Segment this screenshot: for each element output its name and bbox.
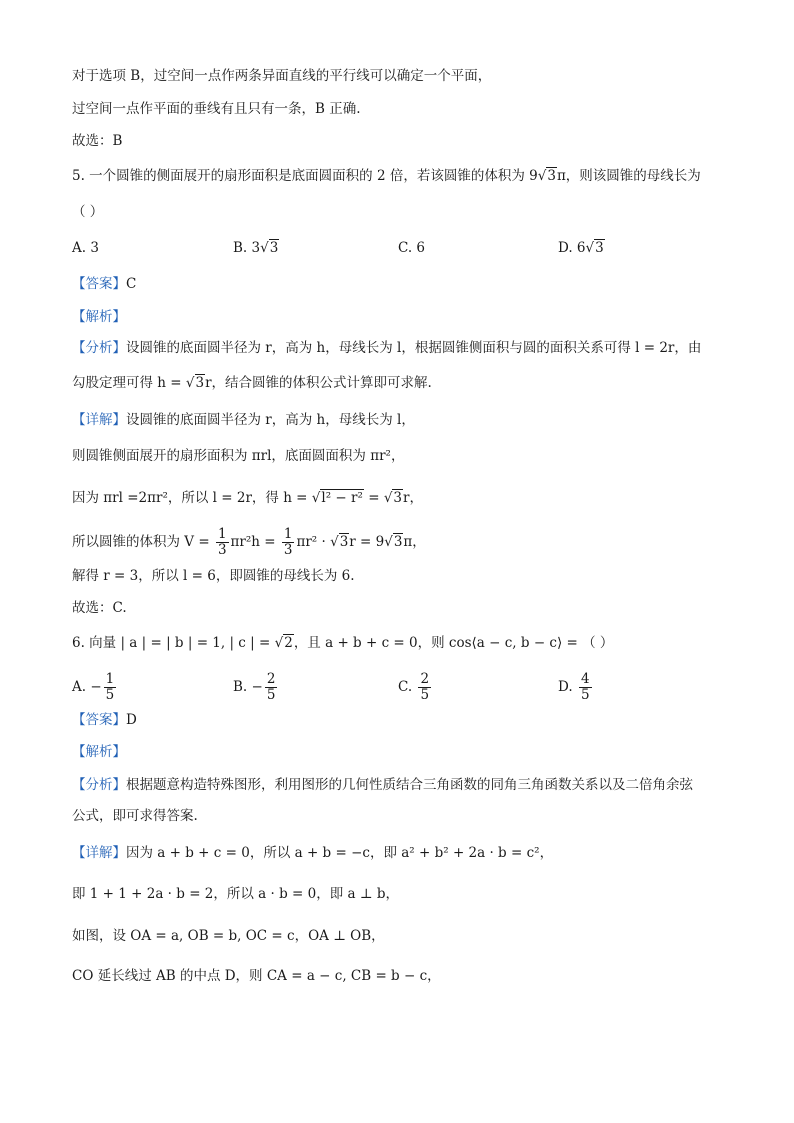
q5-option-a: A. 3 xyxy=(72,240,99,256)
q6-fenxi-1: 【分析】根据题意构造特殊图形，利用图形的几何性质结合三角函数的同角三角函数关系以及二倍角余弦 xyxy=(72,777,693,793)
text-line-1: 对于选项 B，过空间一点作两条异面直线的平行线可以确定一个平面， xyxy=(72,68,492,84)
q5-stem-root: 3 xyxy=(547,168,556,184)
q5-stem: 5. 一个圆锥的侧面展开的扇形面积是底面圆面积的 2 倍，若该圆锥的体积为 9√3π，则该圆锥的母线长为 xyxy=(72,168,701,184)
q5-xiangjie-1: 【详解】设圆锥的底面圆半径为 r，高为 h，母线长为 l， xyxy=(72,412,415,428)
q5-fenxi-1: 【分析】设圆锥的底面圆半径为 r，高为 h，母线长为 l，根据圆锥侧面积与圆的面积关系可得 l = 2r，由 xyxy=(72,340,702,356)
q5-analysis-tag: 【解析】 xyxy=(72,309,126,325)
q6-xiangjie-1: 【详解】因为 a + b + c = 0，所以 a + b = −c，即 a² + b² + 2a · b = c²， xyxy=(72,845,554,861)
q5-answer: 【答案】C xyxy=(72,276,137,292)
q5-paren: （ ） xyxy=(72,204,104,220)
q5-xiangjie-5: 解得 r = 3，所以 l = 6，即圆锥的母线长为 6. xyxy=(72,568,355,584)
q5-option-d: D. 6√3 xyxy=(558,240,604,256)
q5-xiangjie-4: 所以圆锥的体积为 V = $\frac{1}{3}$ πr²h = $\frac{1}{3}$ πr² · √3r = 9√3π， xyxy=(72,526,426,558)
q5-stem-a: 5. 一个圆锥的侧面展开的扇形面积是底面圆面积的 2 倍，若该圆锥的体积为 9 xyxy=(72,168,538,184)
q6-analysis-tag: 【解析】 xyxy=(72,744,126,760)
q5-xiangjie-6: 故选：C. xyxy=(72,600,127,616)
q6-fenxi-2: 公式，即可求得答案. xyxy=(72,808,198,824)
q5-xiangjie-3: 因为 πrl =2πr²，所以 l = 2r，得 h = √l² − r² = √3r， xyxy=(72,490,423,506)
q6-answer: 【答案】D xyxy=(72,712,137,728)
q6-option-a: A. − $\frac{1}{5}$ xyxy=(72,671,115,703)
q6-stem: 6. 向量 | a | = | b | = 1, | c | = √2，且 a + b + c = 0，则 cos⟨a − c, b − c⟩ = （ ） xyxy=(72,635,614,651)
q6-xiangjie-3: 如图，设 OA = a, OB = b, OC = c，OA ⊥ OB， xyxy=(72,928,385,944)
q5-stem-b: π，则该圆锥的母线长为 xyxy=(556,168,701,184)
q6-xiangjie-4: CO 延长线过 AB 的中点 D，则 CA = a − c, CB = b − c， xyxy=(72,968,441,984)
text-line-2: 过空间一点作平面的垂线有且只有一条，B 正确. xyxy=(72,101,361,117)
q6-xiangjie-2: 即 1 + 1 + 2a · b = 2，所以 a · b = 0，即 a ⊥ b， xyxy=(72,886,399,902)
answer-tag: 【答案】 xyxy=(72,276,126,292)
q5-option-b: B. 3√3 xyxy=(233,240,279,256)
q5-option-c: C. 6 xyxy=(398,240,426,256)
q6-option-b: B. − $\frac{2}{5}$ xyxy=(233,671,276,703)
q5-fenxi-2: 勾股定理可得 h = √3r，结合圆锥的体积公式计算即可求解. xyxy=(72,375,432,391)
q6-option-c: C. $\frac{2}{5}$ xyxy=(398,671,430,703)
text-line-3: 故选：B xyxy=(72,133,123,149)
q5-xiangjie-2: 则圆锥侧面展开的扇形面积为 πrl，底面圆面积为 πr²， xyxy=(72,448,405,464)
q6-option-d: D. $\frac{4}{5}$ xyxy=(558,671,590,703)
